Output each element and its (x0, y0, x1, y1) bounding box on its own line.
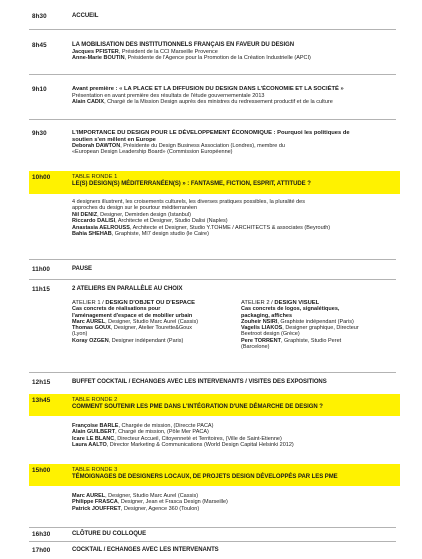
speaker-role: , Présidente du Design Business Association (Londres), membre du (120, 143, 285, 149)
session-time: 13h45 (32, 397, 51, 404)
session-time: 10h00 (32, 174, 51, 181)
session-time: 11h00 (32, 266, 51, 273)
speaker-name: Koray OZGEN (72, 337, 109, 344)
speaker-role: , Designer graphique, Directeur (282, 325, 359, 332)
speaker-role: , Architecte et Designer, Studio Dalisi (Naples) (115, 218, 228, 225)
speaker-name: Jacques PFISTER (72, 48, 119, 55)
speaker-name: Françoise BARLE (72, 423, 119, 429)
speaker-name: Laura AALTO (72, 442, 107, 449)
session-title: LA MOBILISATION DES INSTITUTIONNELS FRANÇAIS EN FAVEUR DU DESIGN (72, 42, 295, 48)
session-title: TÉMOIGNAGES DE DESIGNERS LOCAUX, DE PROJETS DESIGN DÉVELOPPÉS PAR LES PME (72, 473, 338, 480)
speaker-name: Alain CADIX (72, 98, 105, 105)
speaker-name: Marc AUREL (72, 318, 106, 325)
session-time: 9h30 (32, 130, 47, 137)
speaker-name: Zouheir NSIRI (241, 318, 278, 325)
session-title: COMMENT SOUTENIR LES PME DANS L'INTÉGRATION D'UNE DÉMARCHE DE DESIGN ? (72, 403, 323, 410)
session-description: 4 designers illustrent, les croisements culturels, les diverses pratiques possibles, la pluralité des (72, 199, 305, 205)
session-title: 2 ATELIERS EN PARALLÈLE AU CHOIX (72, 286, 183, 292)
session-time: 16h30 (32, 531, 51, 538)
speaker-role: , Graphiste indépendant (Paris) (277, 318, 354, 325)
session-title: ACCUEIL (72, 13, 99, 19)
speaker-name: Anne-Marie BOUTIN (72, 55, 125, 61)
table-ronde-label: TABLE RONDE 2 (72, 397, 118, 403)
session-time: 8h30 (32, 13, 47, 20)
speaker-role-cont: «European Design Leadership Board» (Commission Européenne) (72, 149, 233, 156)
session-description: approches du design sur le pourtour méditerranéen (72, 205, 198, 212)
speaker-name: Thomas GOUX (72, 325, 111, 332)
speaker-name: Alain GUILBERT (72, 429, 116, 436)
speaker-role: , Chargé de la Mission Design auprès des ministres du redressement productif et de la culture (104, 98, 333, 105)
speaker-name: Deborah DAWTON (72, 143, 121, 149)
separator (29, 259, 396, 260)
session-time: 9h10 (32, 86, 47, 93)
speaker-role: , Designer, Studio Marc Aurel (Cassis) (105, 493, 199, 499)
speaker-role: (Barcelone) (241, 344, 270, 351)
separator (29, 119, 396, 120)
speaker-name: Vagelis LIAKOS (241, 325, 283, 332)
speaker-name: Bahia SHEHAB (72, 231, 112, 238)
speaker-role: (Lyon) (72, 331, 88, 338)
atelier-prefix: ATELIER 1 / (72, 300, 106, 306)
speaker-role: , Designer, Studio Marc Aurel (Cassis) (105, 318, 199, 325)
speaker-role: , Graphiste, Studio Peret (280, 337, 342, 344)
table-ronde-label: TABLE RONDE 1 (72, 174, 118, 180)
separator (29, 74, 396, 75)
atelier-subtitle: Cas concrets de logos, signalétiques, (241, 306, 340, 313)
speaker-role: , Designer, Agence 360 (Toulon) (120, 505, 200, 512)
session-description: Présentation en avant première des résultats de l'étude gouvernementale 2013 (72, 92, 265, 99)
speaker-role: , Director Marketing & Communications (World Design Capital Helsinki 2012) (106, 442, 294, 449)
atelier-subtitle: Cas concrets de réalisations pour (72, 306, 161, 313)
speaker-name: Nil DENIZ (72, 211, 98, 218)
atelier-subtitle: packaging, affiches (241, 312, 293, 319)
session-title-cont: soutien s'en mêlent en Europe (72, 136, 156, 143)
separator (29, 527, 396, 528)
session-title: PAUSE (72, 266, 92, 272)
speaker-role: , Designer, Atelier Tourette&Goux (110, 325, 193, 332)
speaker-name: Riccardo DALISI (72, 218, 116, 225)
separator (29, 541, 396, 542)
atelier-title: DESIGN VISUEL (274, 300, 320, 306)
speaker-role: , Directeur Accueil, Citoyenneté et Territoires, (Ville de Saint-Etienne) (114, 435, 282, 442)
atelier-prefix: ATELIER 2 / (241, 300, 275, 306)
speaker-name: Marc AUREL (72, 493, 106, 499)
atelier-title: DESIGN D'OBJET OU D'ESPACE (105, 300, 196, 306)
speaker-name: Pere TORRENT (241, 337, 281, 344)
speaker-role: , Architecte et Designer, Studio Y.TOHME / ARCHITECTS & associates (Beyrouth) (129, 224, 331, 231)
speaker-role: Beetroot design (Grèce) (241, 331, 300, 338)
speaker-role: , Chargé de mission, (Pôle Mer PACA) (115, 429, 209, 436)
speaker-role: , Présidente de l'Agence pour la Promotion de la Création Industrielle (APCI) (124, 55, 311, 61)
speaker-name: Anastasia AELROUSS (72, 224, 130, 231)
session-title: CLÔTURE DU COLLOQUE (72, 531, 147, 537)
session-time: 15h00 (32, 467, 51, 474)
atelier-1 (72, 300, 232, 344)
speaker-name: Icare LE BLANC (72, 435, 115, 442)
speaker-role: , Graphiste, MI7 design studio (le Caire) (111, 231, 209, 238)
atelier-2 (241, 300, 393, 350)
atelier-subtitle: l'aménagement d'espace et de mobilier urbain (72, 312, 193, 319)
table-ronde-label: TABLE RONDE 3 (72, 467, 118, 473)
session-title: LE(S) DESIGN(S) MÉDITERRANÉEN(S) » : FANTASME, FICTION, ESPRIT, ATTITUDE ? (72, 180, 311, 187)
session-title: L'IMPORTANCE DU DESIGN POUR LE DÉVELOPPEMENT ÉCONOMIQUE : Pourquoi les politiques de (72, 130, 350, 136)
separator (29, 29, 396, 30)
session-time: 12h15 (32, 379, 51, 386)
speaker-role: , Chargée de mission, (Direccte PACA) (118, 423, 214, 429)
speaker-role: , Designer indépendant (Paris) (108, 337, 184, 344)
speaker-name: Patrick JOUFFRET (72, 505, 121, 512)
speaker-role: , Designer, Jean et Frasca Design (Marseille) (117, 499, 228, 506)
speaker-name: Philippe FRASCA (72, 499, 118, 506)
separator (29, 279, 396, 280)
speaker-role: , Designer, Demirden design (Istanbul) (97, 211, 191, 218)
separator (29, 372, 396, 373)
speaker-role: , Président de la CCI Marseille Provence (118, 48, 218, 55)
session-title: COCKTAIL / ECHANGES AVEC LES INTERVENANTS (72, 547, 219, 553)
session-title: BUFFET COCKTAIL / ECHANGES AVEC LES INTERVENANTS / VISITES DES EXPOSITIONS (72, 379, 327, 385)
session-time: 11h15 (32, 286, 51, 293)
session-time: 8h45 (32, 42, 47, 49)
session-title: Avant première : « LA PLACE ET LA DIFFUSION DU DESIGN DANS L'ÉCONOMIE ET LA SOCIÉTÉ » (72, 86, 344, 92)
session-time: 17h00 (32, 547, 51, 554)
